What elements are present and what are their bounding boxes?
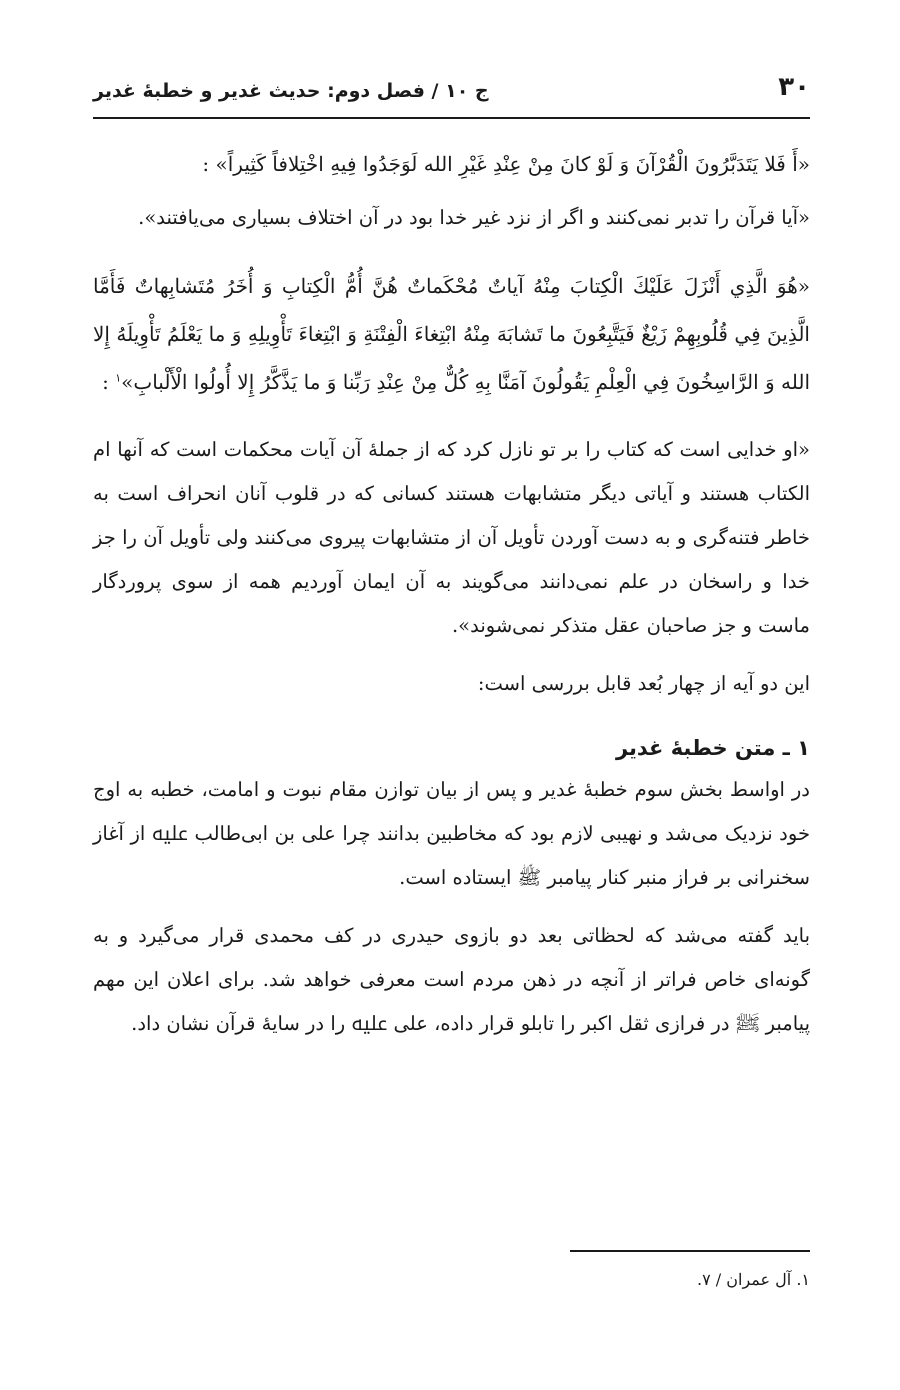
quran-verse-2-text: «هُوَ الَّذِي أَنْزَلَ عَلَيْكَ الْكِتابَ مِنْهُ آياتٌ مُحْكَماتٌ هُنَّ أُمُّ الْكِتابِ وَ أُخَرُ مُتَشابِهاتٌ فَأَمَّا الَّذِينَ فِي قُلُوبِهِمْ زَيْغٌ فَيَتَّبِعُونَ ما تَشابَهَ مِنْهُ ابْتِغاءَ الْفِتْنَةِ وَ ابْتِغاءَ تَأْوِيلِهِ وَ ما يَعْلَمُ تَأْوِيلَهُ إِلا الله وَ الرَّاسِخُونَ فِي الْعِلْمِ يَقُولُونَ آمَنَّا بِهِ كُلٌّ مِنْ عِنْدِ رَبِّنا وَ ما يَذَّكَّرُ إِلا أُولُوا الْأَلْبابِ» bbox=[93, 274, 810, 394]
paragraph-1: در اواسط بخش سوم خطبهٔ غدير و پس از بيان توازن مقام نبوت و امامت، خطبه به اوج خود نزديک می‌شد و نهيبی لازم بود که مخاطبين بدانند چرا علی بن ابی‌طالب ﷷ از آغاز سخنرانی بر فراز منبر کنار پيامبر ﷺ ايستاده است. bbox=[93, 778, 810, 889]
verse-2-translation: «او خدايی است که کتاب را بر تو نازل کرد که از جملهٔ آن آيات محکمات است که آنها ام الکتاب هستند و آياتی ديگر متشابهات هستند کسانی که در قلوب آنان انحراف است به خاطر فتنه‌گری و به دست آوردن تأويل آن از متشابهات پيروی می‌کنند ولی تأويل آن را جز خدا و راسخان در علم نمی‌دانند می‌گويند به آن ايمان آورديم همه از سوی پروردگار ماست و جز صاحبان عقل متذکر نمی‌شوند». bbox=[93, 438, 810, 637]
section-heading: ۱ ـ متن خطبهٔ غدير bbox=[615, 736, 810, 760]
quran-verse-2-tail: : bbox=[102, 370, 109, 394]
page-body bbox=[93, 140, 810, 1046]
verse-1-translation: «آيا قرآن را تدبر نمی‌کنند و اگر از نزد غير خدا بود در آن اختلاف بسياری می‌يافتند». bbox=[138, 206, 810, 229]
paragraph-2: بايد گفته می‌شد که لحظاتی بعد دو بازوی حيدری در کف محمدی قرار می‌گيرد و به گونه‌ای خاص فراتر از آنچه در ذهن مردم است معرفی خواهد شد. برای اعلان اين مهم پيامبر ﷺ در فرازی ثقل اکبر را تابلو قرار داده، علی ﷷ را در سايهٔ قرآن نشان داد. bbox=[93, 924, 810, 1035]
footnote: ۱. آل عمران / ۷. bbox=[697, 1270, 810, 1289]
book-page bbox=[93, 70, 810, 1360]
quran-verse-2 bbox=[93, 262, 810, 406]
page-number: ۳۰ bbox=[778, 72, 810, 102]
footnote-marker[interactable]: ۱ bbox=[115, 371, 122, 385]
page-header bbox=[93, 70, 810, 112]
summary-line: اين دو آيه از چهار بُعد قابل بررسی است: bbox=[477, 672, 810, 695]
quran-verse-1: «أَ فَلا يَتَدَبَّرُونَ الْقُرْآنَ وَ لَوْ كانَ مِنْ عِنْدِ غَيْرِ الله لَوَجَدُوا فِيهِ اخْتِلافاً كَثِيراً» : bbox=[202, 152, 810, 176]
header-rule bbox=[93, 117, 810, 119]
footnote-rule bbox=[570, 1250, 810, 1252]
running-head: ج ۱۰ / فصل دوم: حدیث غدیر و خطبهٔ غدیر bbox=[93, 80, 489, 102]
